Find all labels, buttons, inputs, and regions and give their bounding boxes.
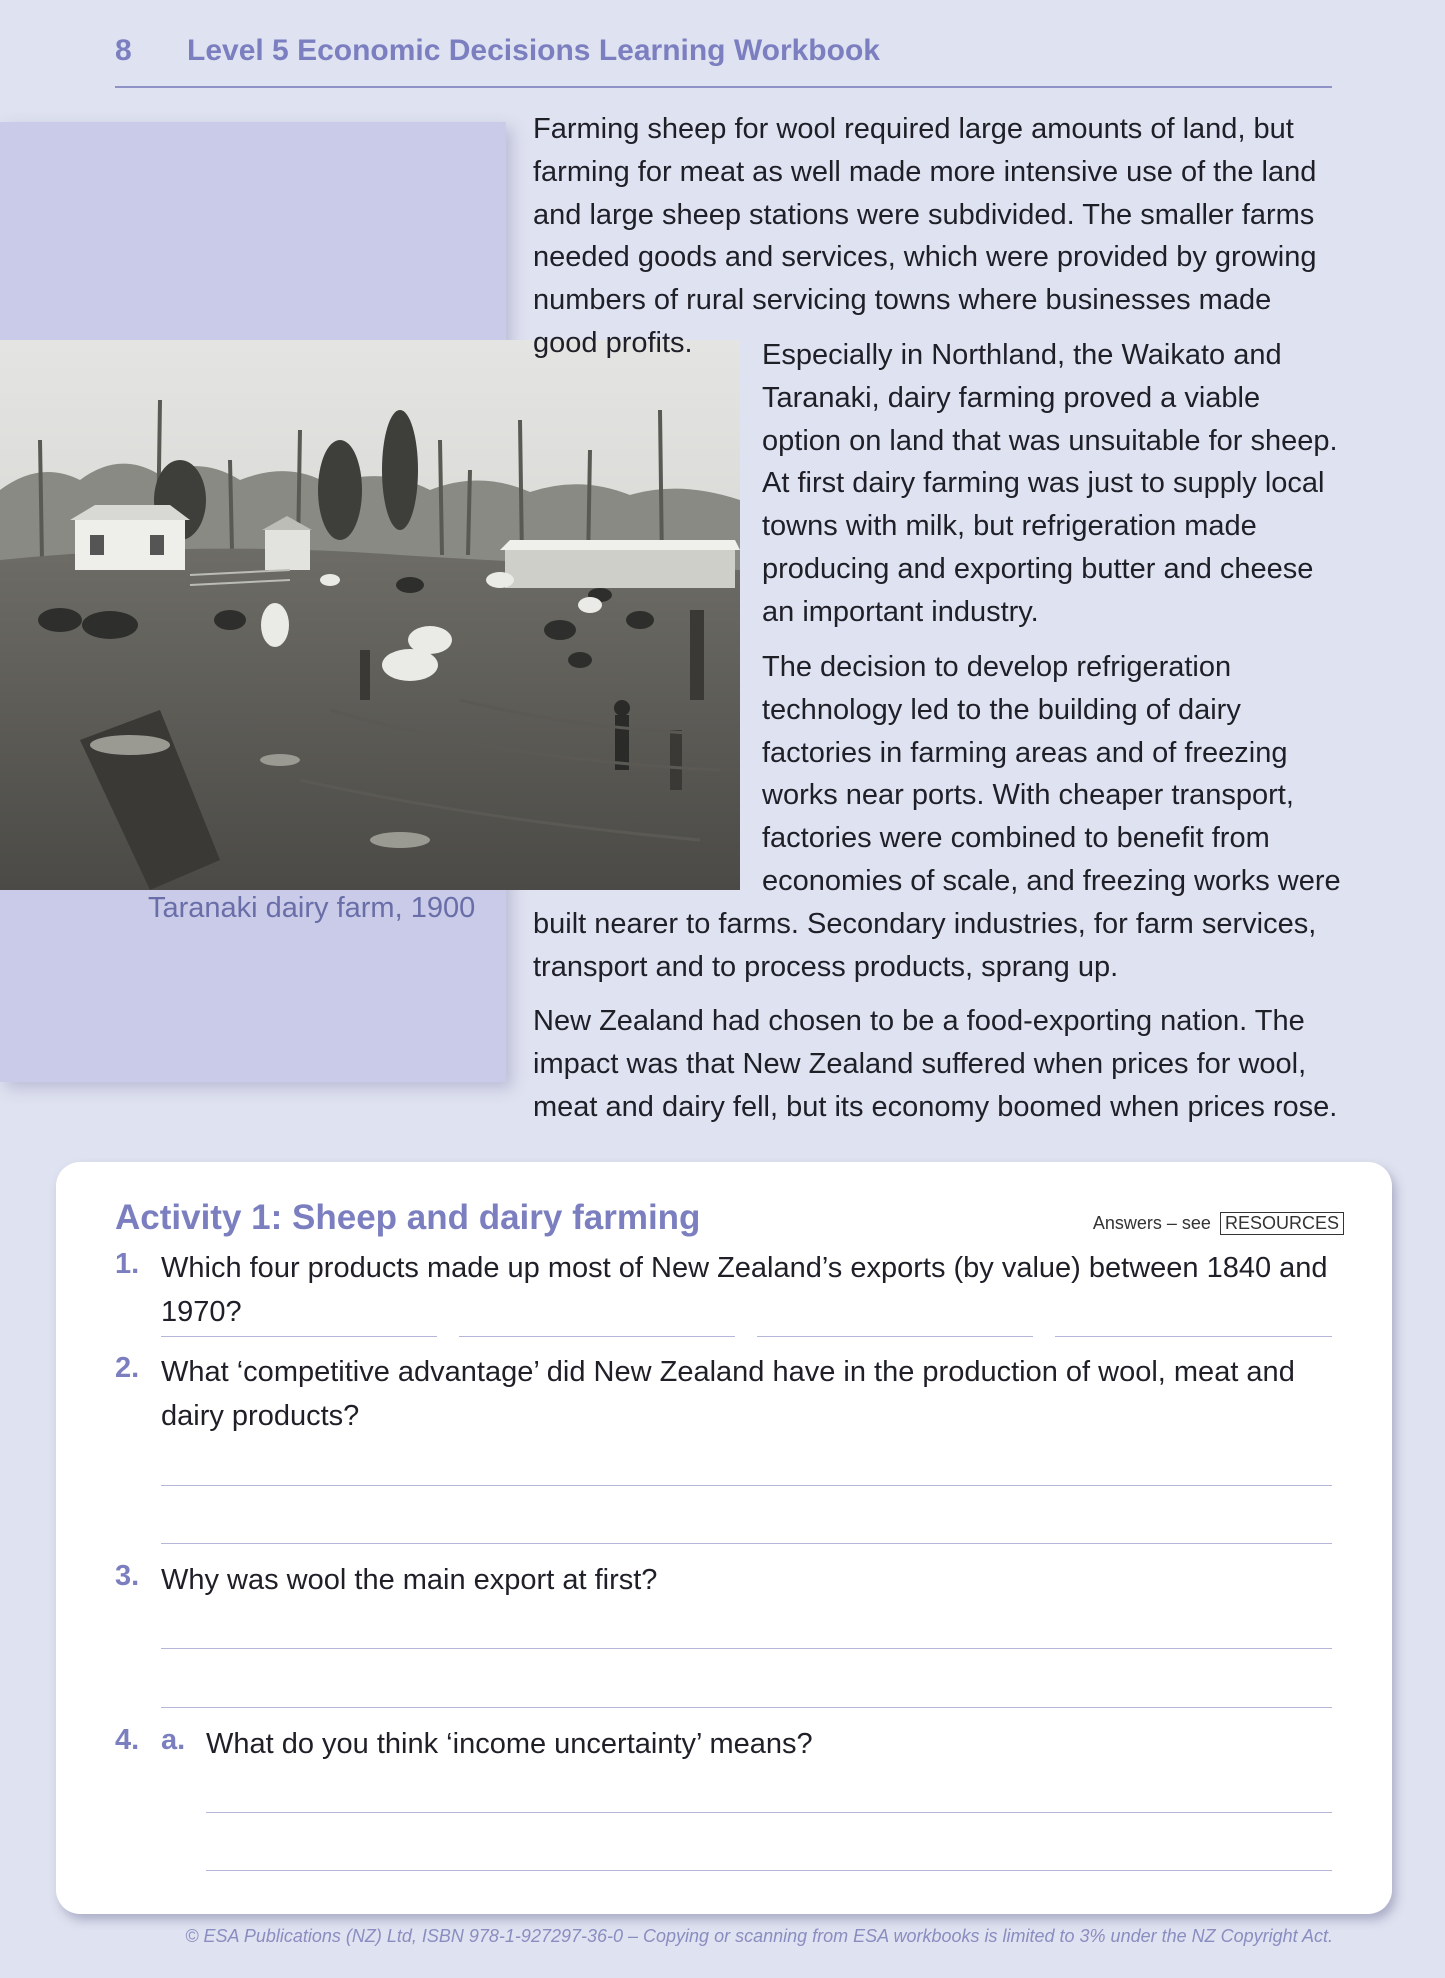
question-1-number: 1.	[115, 1248, 140, 1280]
question-1-text: Which four products made up most of New Zealand’s exports (by value) between 1840 and 1970?	[161, 1252, 1328, 1328]
paragraph-4: New Zealand had chosen to be a food-exporting nation. The impact was that New Zealand suffered when prices for wool, meat and dairy fell, but its economy boomed when prices rose.	[533, 1005, 1338, 1123]
question-4-sub-label: a.	[161, 1724, 186, 1756]
question-2-text: What ‘competitive advantage’ did New Zealand have in the production of wool, meat and dairy products?	[161, 1356, 1295, 1432]
answer-line[interactable]	[206, 1870, 1332, 1871]
question-3-number: 3.	[115, 1560, 140, 1592]
answer-line[interactable]	[459, 1336, 735, 1337]
farm-photo	[0, 340, 740, 890]
answer-line[interactable]	[161, 1336, 437, 1337]
question-2-number: 2.	[115, 1352, 140, 1384]
answer-line[interactable]	[161, 1485, 1332, 1486]
question-4a-text: What do you think ‘income uncertainty’ means?	[206, 1728, 813, 1760]
page-number: 8	[115, 34, 132, 67]
farm-photo-image	[0, 340, 740, 890]
activity-box	[56, 1162, 1392, 1914]
question-4-number: 4.	[115, 1724, 140, 1756]
answers-label: Answers – see	[1092, 1213, 1211, 1233]
answer-line[interactable]	[757, 1336, 1033, 1337]
paragraph-3-part-1: The decision to develop refrigeration technology led to the building of dairy factories in farming areas and of freezing works near ports. With cheaper transport, factories were combined to benefit from economies of scale, and freezing works were	[762, 651, 1341, 897]
answers-note	[1093, 1212, 1344, 1235]
paragraph-2: Especially in Northland, the Waikato and Taranaki, dairy farming proved a viable option on land that was unsuitable for sheep. At first dairy farming was just to supply local towns with milk, but refrigeration made producing and exporting butter and cheese an important industry.	[762, 339, 1338, 628]
answer-line[interactable]	[161, 1543, 1332, 1544]
answer-line[interactable]	[1055, 1336, 1332, 1337]
answer-line[interactable]	[161, 1707, 1332, 1708]
paragraph-1: Farming sheep for wool required large amounts of land, but farming for meat as well made more intensive use of the land and large sheep stations were subdivided. The smaller farms needed goods and services, which were provided by growing numbers of rural servicing towns where businesses made good profits.	[533, 113, 1317, 359]
answer-line[interactable]	[161, 1648, 1332, 1649]
photo-caption: Taranaki dairy farm, 1900	[148, 892, 476, 924]
page-header	[115, 30, 1332, 88]
copyright-footer: © ESA Publications (NZ) Ltd, ISBN 978-1-927297-36-0 – Copying or scanning from ESA workbooks is limited to 3% under the NZ Copyright Act.	[185, 1926, 1333, 1946]
question-3-text: Why was wool the main export at first?	[161, 1564, 658, 1596]
workbook-title: Level 5 Economic Decisions Learning Workbook	[187, 34, 880, 67]
answer-line[interactable]	[206, 1812, 1332, 1813]
paragraph-3-part-2: built nearer to farms. Secondary industries, for farm services, transport and to process products, sprang up.	[533, 908, 1317, 983]
activity-title: Activity 1: Sheep and dairy farming	[115, 1198, 701, 1237]
resources-badge: RESOURCES	[1220, 1212, 1344, 1235]
